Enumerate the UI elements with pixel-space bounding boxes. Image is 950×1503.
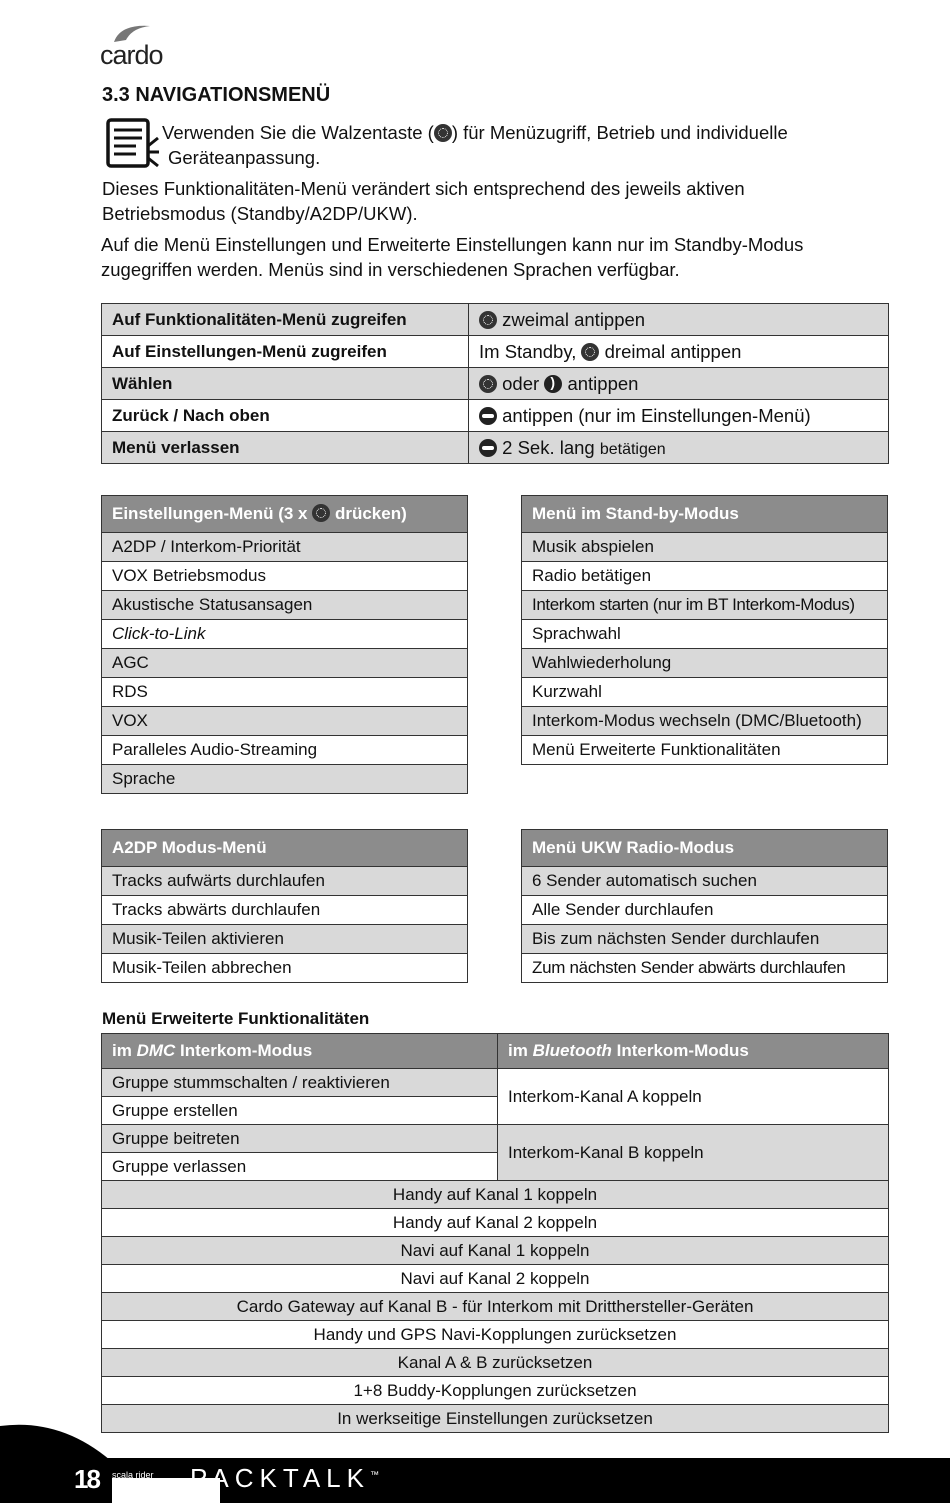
row-label: Auf Funktionalitäten-Menü zugreifen <box>102 304 469 336</box>
list-item: A2DP / Interkom-Priorität <box>102 533 468 562</box>
list-item: Zum nächsten Sender abwärts durchlaufen <box>522 954 888 983</box>
wheel-icon <box>479 311 497 329</box>
list-item: Paralleles Audio-Streaming <box>102 736 468 765</box>
a2dp-menu-table <box>101 829 468 983</box>
dmc-column-header: im DMC Interkom-Modus <box>102 1034 498 1069</box>
advanced-menu-title: Menü Erweiterte Funktionalitäten <box>102 1009 370 1028</box>
note-icon <box>104 116 160 172</box>
row-action: 2 Sek. lang betätigen <box>469 432 889 464</box>
list-item: Akustische Statusansagen <box>102 591 468 620</box>
standby-menu-table <box>521 495 888 765</box>
table-row: In werkseitige Einstellungen zurücksetzen <box>102 1405 889 1433</box>
list-item: RDS <box>102 678 468 707</box>
table-row: Handy auf Kanal 1 koppeln <box>102 1181 889 1209</box>
table-row: 1+8 Buddy-Kopplungen zurücksetzen <box>102 1377 889 1405</box>
list-item: Musik-Teilen abbrechen <box>102 954 468 983</box>
row-label: Menü verlassen <box>102 432 469 464</box>
table-row <box>102 400 889 432</box>
footer-brand: PACKTALK™ <box>190 1463 379 1493</box>
phone-button-icon <box>479 407 497 425</box>
list-item: Click-to-Link <box>102 620 468 649</box>
list-item: 6 Sender automatisch suchen <box>522 867 888 896</box>
list-item: Alle Sender durchlaufen <box>522 896 888 925</box>
table-row: Cardo Gateway auf Kanal B - für Interkom mit Dritthersteller-Geräten <box>102 1293 889 1321</box>
table-row: Kanal A & B zurücksetzen <box>102 1349 889 1377</box>
bluetooth-column-header: im Bluetooth Interkom-Modus <box>498 1034 889 1069</box>
volume-button-icon <box>544 375 562 393</box>
intro-paragraph-mode: Dieses Funktionalitäten-Menü verändert sich entsprechend des jeweils aktiven Betriebsmodus (Standby/A2DP/UKW). <box>102 178 745 224</box>
list-item: Interkom starten (nur im BT Interkom-Modus) <box>522 591 888 620</box>
list-item: Tracks abwärts durchlaufen <box>102 896 468 925</box>
table-header: Menü UKW Radio-Modus <box>522 830 888 867</box>
row-label: Auf Einstellungen-Menü zugreifen <box>102 336 469 368</box>
wheel-icon <box>581 343 599 361</box>
table-row: Navi auf Kanal 2 koppeln <box>102 1265 889 1293</box>
list-item: Sprachwahl <box>522 620 888 649</box>
navigation-table <box>101 303 889 464</box>
footer-brand-small: scala rider <box>112 1470 154 1480</box>
section-title: 3.3 NAVIGATIONSMENÜ <box>102 84 331 106</box>
row-label: Wählen <box>102 368 469 400</box>
table-row: Handy auf Kanal 2 koppeln <box>102 1209 889 1237</box>
table-row: Gruppe verlassen <box>102 1153 889 1181</box>
settings-menu-table <box>101 495 468 794</box>
list-item: Sprache <box>102 765 468 794</box>
table-row: Handy und GPS Navi-Kopplungen zurücksetzen <box>102 1321 889 1349</box>
table-row <box>102 336 889 368</box>
row-action: zweimal antippen <box>469 304 889 336</box>
list-item: Tracks aufwärts durchlaufen <box>102 867 468 896</box>
logo-wordmark: cardo <box>100 40 163 70</box>
list-item: Kurzwahl <box>522 678 888 707</box>
phone-button-icon <box>479 439 497 457</box>
list-item: Wahlwiederholung <box>522 649 888 678</box>
wheel-icon <box>312 504 330 522</box>
table-header: Einstellungen-Menü (3 x drücken) <box>102 496 468 533</box>
row-action: antippen (nur im Einstellungen-Menü) <box>469 400 889 432</box>
list-item: VOX <box>102 707 468 736</box>
list-item: Bis zum nächsten Sender durchlaufen <box>522 925 888 954</box>
wheel-icon <box>479 375 497 393</box>
list-item: Menü Erweiterte Funktionalitäten <box>522 736 888 765</box>
table-header <box>102 1034 889 1069</box>
row-label: Zurück / Nach oben <box>102 400 469 432</box>
intro-paragraph-settings: Auf die Menü Einstellungen und Erweiterte Einstellungen kann nur im Standby-Modus zugegriffen werden. Menüs sind in verschiedenen Sprachen verfügbar. <box>101 234 804 280</box>
table-header: Menü im Stand-by-Modus <box>522 496 888 533</box>
list-item: Musik abspielen <box>522 533 888 562</box>
row-action: Im Standby, dreimal antippen <box>469 336 889 368</box>
list-item: Interkom-Modus wechseln (DMC/Bluetooth) <box>522 707 888 736</box>
wheel-icon <box>434 124 452 142</box>
table-row: Gruppe erstellen <box>102 1097 889 1125</box>
advanced-menu-table <box>101 1033 889 1433</box>
table-row: Navi auf Kanal 1 koppeln <box>102 1237 889 1265</box>
row-action: oder ) antippen <box>469 368 889 400</box>
fm-menu-table <box>521 829 888 983</box>
list-item: AGC <box>102 649 468 678</box>
intro-note: Verwenden Sie die Walzentaste ( ) für Menüzugriff, Betrieb und individuelle Geräteanpassung. <box>162 122 788 168</box>
list-item: Radio betätigen <box>522 562 888 591</box>
table-row: Gruppe stummschalten / reaktivieren Interkom-Kanal A koppeln <box>102 1069 889 1097</box>
list-item: VOX Betriebsmodus <box>102 562 468 591</box>
table-row <box>102 368 889 400</box>
page-number: 18 <box>74 1464 99 1494</box>
table-header: A2DP Modus-Menü <box>102 830 468 867</box>
table-row: Gruppe beitreten Interkom-Kanal B koppeln <box>102 1125 889 1153</box>
footer-wedge <box>0 1418 110 1460</box>
table-row <box>102 304 889 336</box>
list-item: Musik-Teilen aktivieren <box>102 925 468 954</box>
table-row <box>102 432 889 464</box>
cardo-logo <box>100 22 170 68</box>
